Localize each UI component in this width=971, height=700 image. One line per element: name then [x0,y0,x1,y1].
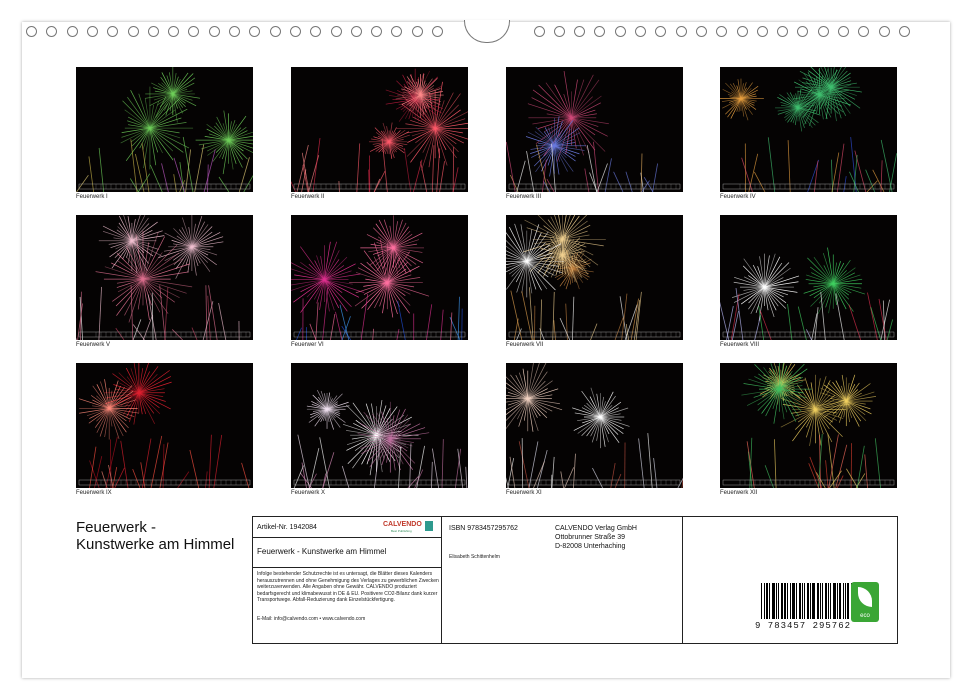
fireworks-image [506,215,683,340]
legal-notice: Infolge bestehender Schutzrechte ist es untersagt, die Blätter dieses Kalenders herauszutrennen und ohne Genehmigung des Verlages zu gewerblichen Zwecken weiterzuverwenden. Alle Angaben ohne Gewähr. CALVENDO produziert bedarfsgerecht und klimabewusst in DE & EU. Positivere CO2-Bilanz dank kurzer Transportwege. Abfall-Reduzierung dank Einzelstückfertigung. [257,571,439,604]
barcode-bar [766,583,768,619]
binding-ring [67,26,78,37]
fireworks-image [76,215,253,340]
info-column-publisher [442,517,682,643]
month-photo [291,363,468,488]
barcode-bar [787,583,788,619]
fireworks-image [76,67,253,192]
divider [253,567,441,568]
leaf-icon [858,587,872,607]
binding-ring [858,26,869,37]
month-photo [720,67,897,192]
barcode-bar [761,583,762,619]
barcode-bar [769,583,770,619]
article-number: Artikel-Nr. 1942084 [257,524,317,531]
month-caption: Feuerwerk VIII [720,342,760,348]
barcode-bar [778,583,779,619]
barcode-bar [804,583,805,619]
barcode-bar [845,583,846,619]
barcode-bar [802,583,803,619]
month-caption: Feuerwerk V [76,342,111,348]
calvendo-logo-sub: Best Publishing [391,529,412,533]
eco-label: eco [860,613,870,619]
month-photo [76,215,253,340]
binding-ring [87,26,98,37]
info-column-product [253,517,441,643]
binding-ring [412,26,423,37]
binding-ring [534,26,545,37]
month-photo [506,67,683,192]
product-title: Feuerwerk - Kunstwerke am Himmel [257,547,387,556]
month-caption: Feuerwerk II [291,194,325,200]
binding-ring [899,26,910,37]
barcode-bar [825,583,827,619]
binding-ring [371,26,382,37]
month-photo [291,215,468,340]
title-line-2: Kunstwerke am Himmel [76,536,235,553]
binding-ring [209,26,220,37]
binding-ring [188,26,199,37]
barcode-bar [847,583,849,619]
fireworks-image [76,363,253,488]
fireworks-image [291,67,468,192]
fireworks-image [506,67,683,192]
month-photo [506,215,683,340]
title-line-1: Feuerwerk - [76,519,157,536]
binding-ring [351,26,362,37]
barcode-bar [822,583,823,619]
barcode-bar [837,583,838,619]
binding-ring [838,26,849,37]
binding-ring [331,26,342,37]
binding-ring [777,26,788,37]
month-caption: Feuerwerk IX [76,490,112,496]
month-caption: Feuerwerk XII [720,490,758,496]
month-caption: Feuerwerk IV [720,194,756,200]
fireworks-image [720,67,897,192]
barcode-number: 9 783457 295762 [755,621,852,631]
binding-ring [594,26,605,37]
barcode-bar [812,583,815,619]
barcode-bar [790,583,791,619]
fireworks-image [291,215,468,340]
binding-ring [270,26,281,37]
binding-ring [26,26,37,37]
barcode-bar [820,583,821,619]
contact-line: E-Mail: info@calvendo.com • www.calvendo.com [257,616,366,622]
binding-ring [391,26,402,37]
binding-ring [107,26,118,37]
month-photo [720,215,897,340]
fireworks-image [506,363,683,488]
eco-badge [851,582,879,622]
barcode-bar [799,583,801,619]
month-photo [76,67,253,192]
barcode-bar [807,583,809,619]
binding-ring [676,26,687,37]
binding-ring [696,26,707,37]
fireworks-image [291,363,468,488]
barcode-bar [781,583,783,619]
binding-ring [290,26,301,37]
binding-ring [818,26,829,37]
binding-ring [128,26,139,37]
publisher-city: D-82008 Unterhaching [555,543,626,550]
barcode-bar [828,583,829,619]
barcode-bar [830,583,831,619]
month-caption: Feuerwerk X [291,490,326,496]
binding-ring [737,26,748,37]
info-box [252,516,898,644]
month-photo [76,363,253,488]
binding-ring [46,26,57,37]
binding-ring [635,26,646,37]
binding-ring [757,26,768,37]
author: Elisabeth Schittenhelm [449,554,500,560]
barcode-bar [817,583,819,619]
binding-ring [229,26,240,37]
barcode-bar [810,583,811,619]
month-caption: Feuerwerk I [76,194,108,200]
barcode-bar [843,583,844,619]
publisher-street: Ottobrunner Straße 39 [555,534,626,541]
binding-ring [615,26,626,37]
binding-ring [310,26,321,37]
barcode-bar [772,583,775,619]
barcode-bar [776,583,777,619]
isbn: ISBN 9783457295762 [449,525,518,532]
month-caption: Feuerwer VI [291,342,324,348]
month-caption: Feuerwerk III [506,194,542,200]
calendar-title [76,519,234,553]
month-photo [291,67,468,192]
month-caption: Feuerwerk XI [506,490,542,496]
binding-ring [797,26,808,37]
binding-ring [716,26,727,37]
binding-ring [655,26,666,37]
binding-ring [574,26,585,37]
month-caption: Feuerwerk VII [506,342,544,348]
month-photo [506,363,683,488]
binding-ring [554,26,565,37]
divider [253,537,441,538]
binding-ring [148,26,159,37]
fireworks-image [720,215,897,340]
barcode-bar [833,583,836,619]
binding-ring [879,26,890,37]
barcode-bar [796,583,797,619]
barcode-bar [792,583,795,619]
publisher-name: CALVENDO Verlag GmbH [555,525,637,532]
month-photo [720,363,897,488]
calendar-back-page [22,22,950,678]
binding-ring [168,26,179,37]
barcode-bar [839,583,841,619]
binding-ring [432,26,443,37]
calvendo-logo-mark [425,521,433,531]
calvendo-logo: CALVENDO [383,521,422,528]
barcode-bar [764,583,765,619]
info-column-barcode [683,517,897,643]
binding-ring [249,26,260,37]
fireworks-image [720,363,897,488]
barcode-bar [784,583,786,619]
